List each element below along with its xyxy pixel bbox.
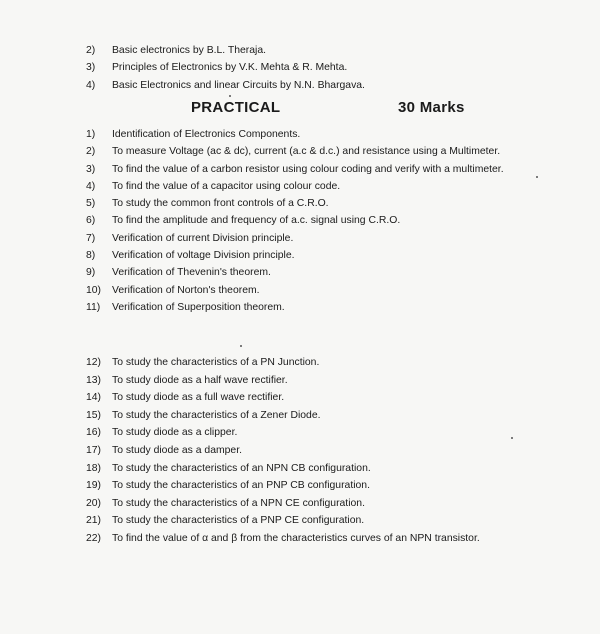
list-item <box>86 495 480 513</box>
item-text: Basic electronics by B.L. Theraja. <box>112 45 267 56</box>
list-item <box>86 530 480 548</box>
list-item <box>86 195 504 212</box>
item-text: To study the characteristics of an NPN CB configuration. <box>112 462 371 474</box>
item-text: To find the amplitude and frequency of a.c. signal using C.R.O. <box>112 215 401 227</box>
item-text: Verification of current Division principle. <box>112 232 294 244</box>
list-item <box>86 389 480 407</box>
item-number: 12) <box>86 357 102 368</box>
list-item <box>86 407 480 425</box>
item-text: To measure Voltage (ac & dc), current (a.c & d.c.) and resistance using a Multimeter. <box>112 146 501 158</box>
item-number: 6) <box>86 215 96 227</box>
item-text: To study the characteristics of an PNP CB configuration. <box>112 480 370 492</box>
list-item <box>86 247 504 264</box>
list-item <box>86 372 480 390</box>
item-number: 13) <box>86 374 102 386</box>
item-number: 19) <box>86 480 102 492</box>
list-item <box>86 512 480 530</box>
scan-speck <box>240 345 242 347</box>
item-number: 4) <box>86 180 96 192</box>
item-number: 21) <box>86 515 102 527</box>
item-text: Verification of voltage Division principle. <box>112 250 295 262</box>
item-number: 1) <box>86 129 96 140</box>
item-number: 15) <box>86 409 102 421</box>
item-number: 10) <box>86 284 102 296</box>
list-item <box>86 460 480 478</box>
list-item <box>86 477 480 495</box>
item-text: To find the value of α and β from the characteristics curves of an NPN transistor. <box>112 532 480 544</box>
list-item <box>86 212 504 229</box>
section-title: PRACTICAL <box>191 99 281 116</box>
item-number: 3) <box>86 163 96 175</box>
item-text: To study diode as a clipper. <box>112 427 238 439</box>
item-text: To study diode as a damper. <box>112 444 242 456</box>
item-text: To find the value of a carbon resistor using colour coding and verify with a multimeter. <box>112 163 504 175</box>
list-item <box>86 442 480 460</box>
item-text: Verification of Superposition theorem. <box>112 301 285 313</box>
list-item <box>86 126 504 143</box>
item-text: To find the value of a capacitor using colour code. <box>112 180 341 192</box>
item-text: To study the common front controls of a C.R.O. <box>112 198 329 210</box>
item-number: 8) <box>86 250 96 262</box>
item-number: 20) <box>86 497 102 509</box>
item-text: To study the characteristics of a PNP CE configuration. <box>112 515 365 527</box>
scan-speck <box>511 437 513 439</box>
item-number: 14) <box>86 392 102 404</box>
item-number: 9) <box>86 267 96 279</box>
scan-speck <box>229 95 231 97</box>
item-text: To study the characteristics of a NPN CE configuration. <box>112 497 365 509</box>
section-marks: 30 Marks <box>398 99 465 116</box>
item-text: To study diode as a half wave rectifier. <box>112 374 288 386</box>
list-item <box>86 264 504 281</box>
practical-list-part2 <box>86 354 480 548</box>
item-number: 7) <box>86 232 96 244</box>
practical-list-part1 <box>86 126 504 316</box>
list-item <box>86 143 504 160</box>
list-item <box>86 178 504 195</box>
list-item <box>86 59 365 76</box>
item-text: Basic Electronics and linear Circuits by N.N. Bhargava. <box>112 79 365 91</box>
item-number: 2) <box>86 45 96 56</box>
scan-speck <box>536 176 538 178</box>
item-text: Verification of Norton's theorem. <box>112 284 260 296</box>
list-item <box>86 299 504 316</box>
item-number: 5) <box>86 198 96 210</box>
list-item <box>86 354 480 372</box>
item-number: 3) <box>86 62 96 74</box>
item-text: Identification of Electronics Components. <box>112 129 301 140</box>
list-item <box>86 77 365 94</box>
list-item <box>86 42 365 59</box>
list-item <box>86 424 480 442</box>
item-number: 11) <box>86 301 101 313</box>
item-text: Verification of Thevenin's theorem. <box>112 267 271 279</box>
list-item <box>86 161 504 178</box>
item-number: 17) <box>86 444 102 456</box>
item-number: 22) <box>86 532 102 544</box>
item-number: 4) <box>86 79 96 91</box>
item-number: 16) <box>86 427 102 439</box>
item-text: Principles of Electronics by V.K. Mehta & R. Mehta. <box>112 62 348 74</box>
reference-list <box>86 42 365 94</box>
item-text: To study the characteristics of a PN Junction. <box>112 357 320 368</box>
item-text: To study the characteristics of a Zener Diode. <box>112 409 321 421</box>
list-item <box>86 230 504 247</box>
item-number: 2) <box>86 146 96 158</box>
item-text: To study diode as a full wave rectifier. <box>112 392 285 404</box>
list-item <box>86 282 504 299</box>
item-number: 18) <box>86 462 102 474</box>
